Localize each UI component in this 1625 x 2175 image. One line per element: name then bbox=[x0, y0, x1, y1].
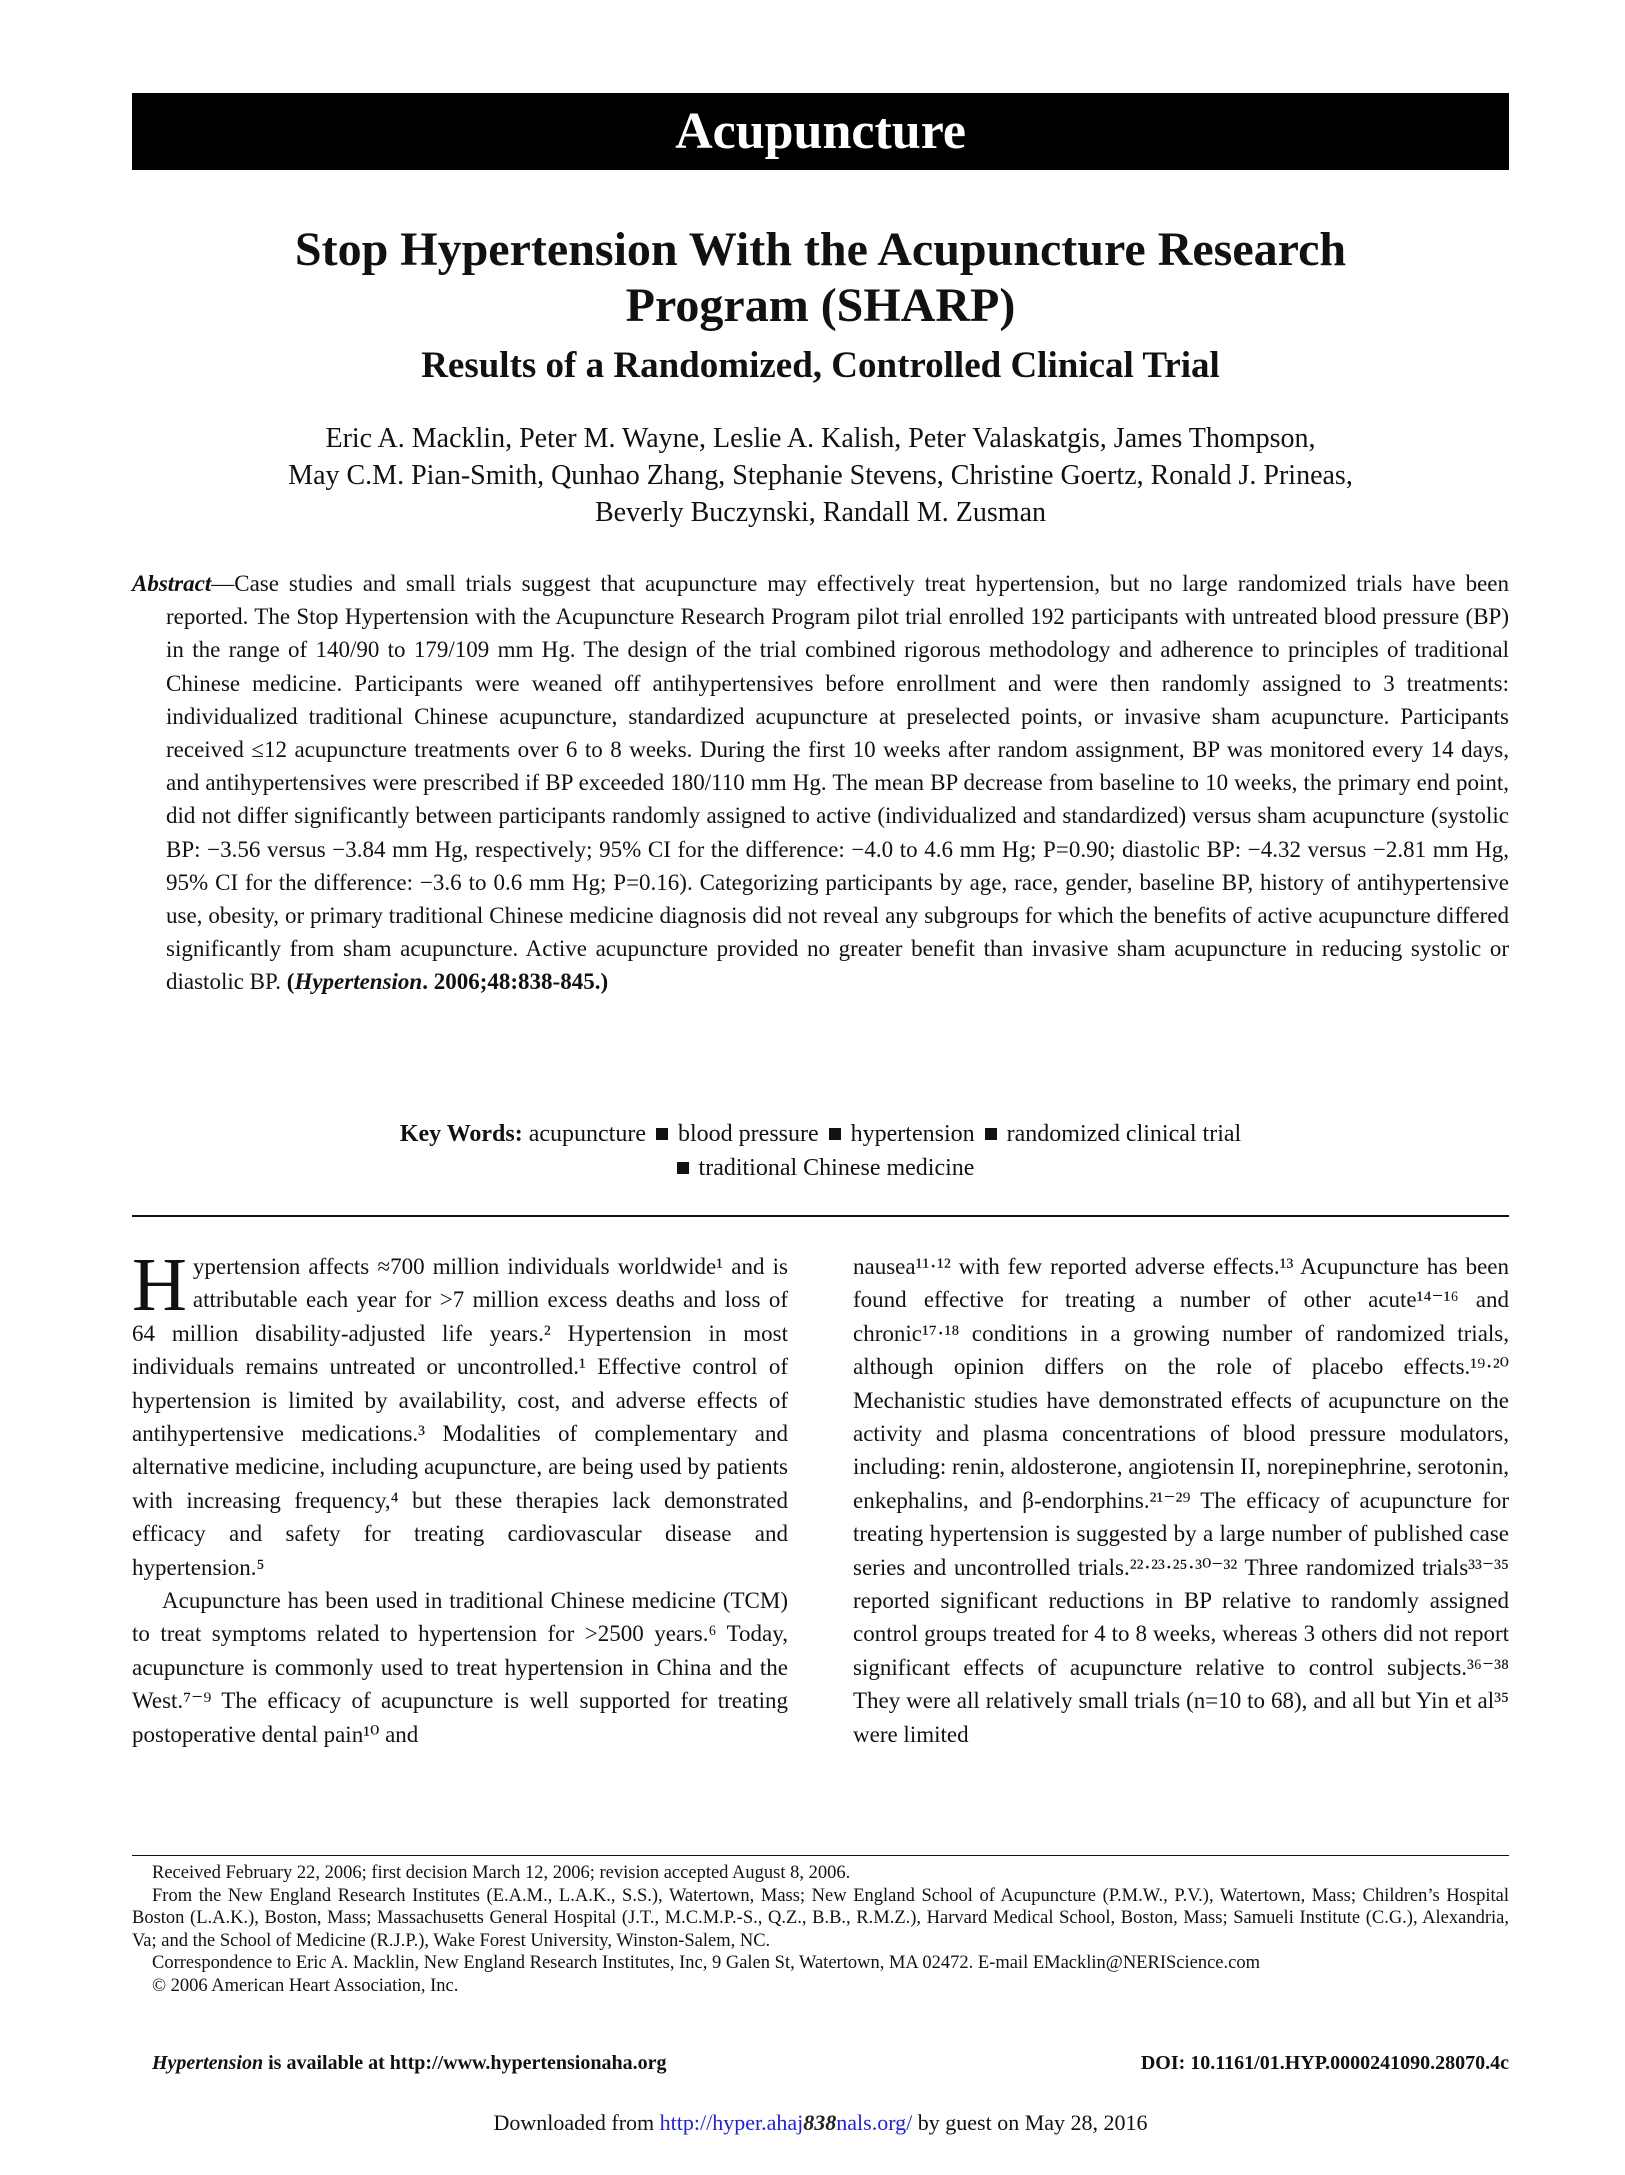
keyword: traditional Chinese medicine bbox=[698, 1155, 975, 1181]
title-line-1: Stop Hypertension With the Acupuncture Research bbox=[294, 223, 1347, 276]
download-link[interactable]: http://hyper.ahaj bbox=[659, 2110, 804, 2135]
square-bullet-icon bbox=[829, 1128, 841, 1140]
abstract bbox=[132, 567, 1509, 999]
affiliations: From the New England Research Institutes (E.A.M., L.A.K., S.S.), Watertown, Mass; New England School of Acupuncture (P.M.W., P.V.), Watertown, Mass; Children’s Hospital Boston (L.A.K.), Boston, Mass; Massachusetts General Hospital (J.T., M.C.M.P.-S., Q.Z., B.B., R.M.Z.), Harvard Medical School, Boston, Mass; Samueli Institute (C.G.), Alexandria, Va; and the School of Medicine (R.J.P.), Wake Forest University, Winston-Salem, NC. bbox=[132, 1885, 1509, 1951]
download-link-tail[interactable]: nals.org/ bbox=[836, 2110, 913, 2135]
body-column-right bbox=[853, 1250, 1509, 1751]
title-line-2: Program (SHARP) bbox=[625, 279, 1016, 332]
article-subtitle: Results of a Randomized, Controlled Clinical Trial bbox=[421, 345, 1220, 386]
keyword: acupuncture bbox=[528, 1121, 646, 1147]
square-bullet-icon bbox=[656, 1128, 668, 1140]
abstract-text: —Case studies and small trials suggest that acupuncture may effectively treat hypertension, but no large randomized trials have been reported. The Stop Hypertension with the Acupuncture Research Program pilot trial enrolled 192 participants with untreated blood pressure (BP) in the range of 140/90 to 179/109 mm Hg. The design of the trial combined rigorous methodology and adherence to principles of traditional Chinese medicine. Participants were weaned off antihypertensives before enrollment and were then randomly assigned to 3 treatments: individualized traditional Chinese acupuncture, standardized acupuncture at preselected points, or invasive sham acupuncture. Participants received ≤12 acupuncture treatments over 6 to 8 weeks. During the first 10 weeks after random assignment, BP was monitored every 14 days, and antihypertensives were prescribed if BP exceeded 180/110 mm Hg. The mean BP decrease from baseline to 10 weeks, the primary end point, did not differ significantly between participants randomly assigned to active (individualized and standardized) versus sham acupuncture (systolic BP: −3.56 versus −3.84 mm Hg, respectively; 95% CI for the difference: −4.0 to 4.6 mm Hg; P=0.90; diastolic BP: −4.32 versus −2.81 mm Hg, 95% CI for the difference: −3.6 to 0.6 mm Hg; P=0.16). Categorizing participants by age, race, gender, baseline BP, history of antihypertensive use, obesity, or primary traditional Chinese medicine diagnosis did not reveal any subgroups for which the benefits of active acupuncture differed significantly from sham acupuncture. Active acupuncture provided no greater benefit than invasive sham acupuncture in reducing systolic or diastolic BP. bbox=[166, 571, 1509, 995]
correspondence: Correspondence to Eric A. Macklin, New England Research Institutes, Inc, 9 Galen St, Watertown, MA 02472. E-mail EMacklin@NERIScience.com bbox=[152, 1953, 1260, 1974]
header-divider bbox=[132, 1215, 1509, 1217]
footnotes bbox=[132, 1862, 1509, 1998]
article-title bbox=[132, 222, 1509, 334]
authors-line-3: Beverly Buczynski, Randall M. Zusman bbox=[594, 497, 1047, 528]
doi[interactable]: DOI: 10.1161/01.HYP.0000241090.28070.4c bbox=[1140, 2052, 1509, 2074]
body-column-left bbox=[132, 1243, 788, 1751]
section-banner: Acupuncture bbox=[132, 93, 1509, 170]
abstract-citation: (Hypertension. 2006;48:838-845.) bbox=[286, 969, 609, 995]
paragraph: Hypertension affects ≈700 million individuals worldwide¹ and is attributable each year for >7 million excess deaths and loss of 64 million disability-adjusted life years.² Hypertension in most individuals remains untreated or uncontrolled.¹ Effective control of hypertension is limited by availability, cost, and adverse effects of antihypertensive medications.³ Modalities of complementary and alternative medicine, including acupuncture, are being used by patients with increasing frequency,⁴ but these therapies lack demonstrated efficacy and safety for treating cardiovascular disease and hypertension.⁵ bbox=[132, 1243, 788, 1580]
drop-cap: H bbox=[132, 1243, 187, 1327]
availability-text[interactable]: is available at http://www.hypertensionaha.org bbox=[263, 2052, 667, 2074]
keyword: blood pressure bbox=[678, 1121, 819, 1147]
copyright: © 2006 American Heart Association, Inc. bbox=[152, 1975, 459, 1996]
abstract-label: Abstract bbox=[132, 571, 212, 596]
key-words bbox=[132, 1117, 1509, 1185]
keyword: randomized clinical trial bbox=[1006, 1121, 1242, 1147]
author-list bbox=[132, 420, 1509, 531]
footnote-divider bbox=[132, 1855, 1509, 1856]
received-dates: Received February 22, 2006; first decision March 12, 2006; revision accepted August 8, 2006. bbox=[152, 1863, 851, 1883]
authors-line-2: May C.M. Pian-Smith, Qunhao Zhang, Stephanie Stevens, Christine Goertz, Ronald J. Prineas, bbox=[288, 460, 1353, 491]
download-notice: Downloaded from http://hyper.ahaj838nals.org/ by guest on May 28, 2016 bbox=[493, 2110, 1148, 2135]
square-bullet-icon bbox=[985, 1128, 997, 1140]
journal-name: Hypertension bbox=[152, 2052, 264, 2074]
square-bullet-icon bbox=[677, 1162, 689, 1174]
authors-line-1: Eric A. Macklin, Peter M. Wayne, Leslie A. Kalish, Peter Valaskatgis, James Thompson, bbox=[325, 423, 1316, 454]
journal-footer bbox=[152, 2052, 1509, 2075]
keyword: hypertension bbox=[850, 1121, 975, 1147]
page-number: 838 bbox=[803, 2110, 837, 2135]
key-words-label: Key Words: bbox=[399, 1121, 523, 1147]
paragraph: Acupuncture has been used in traditional Chinese medicine (TCM) to treat symptoms related to hypertension for >2500 years.⁶ Today, acupuncture is commonly used to treat hypertension in China and the West.⁷⁻⁹ The efficacy of acupuncture is well supported for treating postoperative dental pain¹⁰ and bbox=[132, 1588, 788, 1747]
paragraph: nausea¹¹·¹² with few reported adverse effects.¹³ Acupuncture has been found effective for treating a number of other acute¹⁴⁻¹⁶ and chronic¹⁷·¹⁸ conditions in a growing number of randomized trials, although opinion differs on the role of placebo effects.¹⁹·²⁰ Mechanistic studies have demonstrated effects of acupuncture on the activity and plasma concentrations of blood pressure modulators, including: renin, aldosterone, angiotensin II, norepinephrine, serotonin, enkephalins, and β-endorphins.²¹⁻²⁹ The efficacy of acupuncture for treating hypertension is suggested by a large number of published case series and uncontrolled trials.²²·²³·²⁵·³⁰⁻³² Three randomized trials³³⁻³⁵ reported significant reductions in BP relative to randomly assigned control groups treated for 4 to 8 weeks, whereas 3 others did not report significant effects of acupuncture relative to control subjects.³⁶⁻³⁸ They were all relatively small trials (n=10 to 68), and all but Yin et al³⁵ were limited bbox=[853, 1254, 1509, 1747]
